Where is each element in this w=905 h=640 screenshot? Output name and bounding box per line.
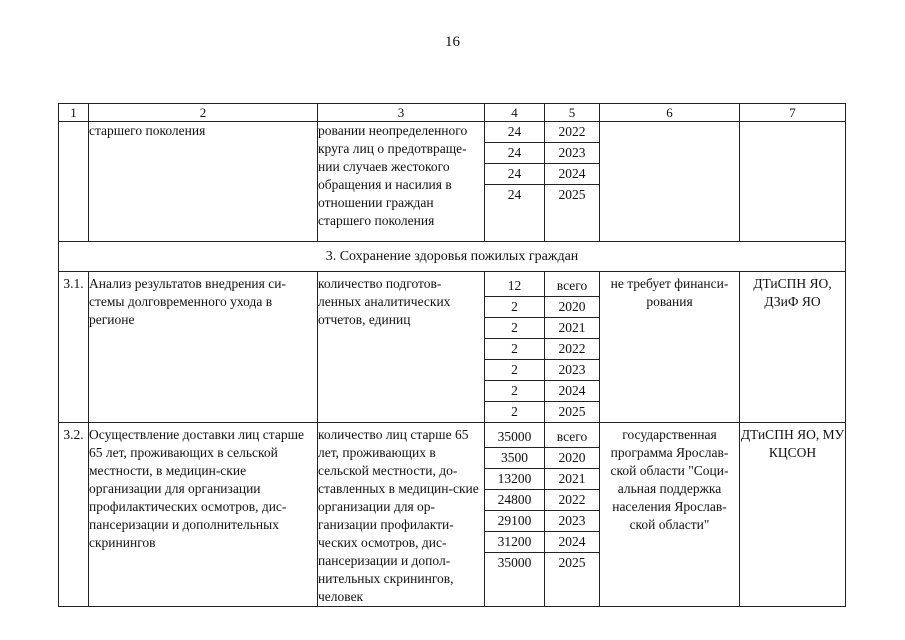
year: 2025 <box>558 187 586 202</box>
value: 13200 <box>485 469 544 490</box>
value: 24 <box>507 187 522 202</box>
value: 12 <box>485 276 544 297</box>
header-cell: 5 <box>545 104 600 122</box>
row-funding: государственная программа Ярослав-ской области "Соци-альная поддержка населения Ярослав-ской области" <box>600 423 740 607</box>
year: 2020 <box>545 448 599 469</box>
row-name: старшего поколения <box>89 122 318 242</box>
row-indicator: количество лиц старше 65 лет, проживающих в сельской местности, до-ставленных в медицин-ские организации для ор-ганизации профилакти-ческих осмотров, дис-пансеризации и допол-нительных скринингов, человек <box>318 423 485 607</box>
header-cell: 3 <box>318 104 485 122</box>
value: 2 <box>485 339 544 360</box>
years-list <box>545 276 599 422</box>
row-executor <box>740 122 846 242</box>
header-cell: 4 <box>485 104 545 122</box>
row-indicator: ровании неопределенного круга лиц о предотвраще-нии случаев жестокого обращения и насилия в отношении граждан старшего поколения <box>318 122 485 242</box>
row-executor: ДТиСПН ЯО, ДЗиФ ЯО <box>740 272 846 423</box>
section-row <box>59 242 846 272</box>
table-row <box>59 423 846 607</box>
row-name: Осуществление доставки лиц старше 65 лет, проживающих в сельской местности, в медицин-ские организации для организации профилактических осмотров, дис-пансеризации и дополнительных скринингов <box>89 423 318 607</box>
values-list <box>485 427 544 573</box>
row-funding <box>600 122 740 242</box>
value: 24800 <box>485 490 544 511</box>
value: 2 <box>511 404 518 419</box>
header-row <box>59 104 846 122</box>
year: 2021 <box>545 318 599 339</box>
value: 24 <box>485 164 544 185</box>
row-number: 3.1. <box>59 272 89 423</box>
years-cell <box>545 272 600 423</box>
table-row <box>59 272 846 423</box>
value: 35000 <box>485 427 544 448</box>
program-table <box>58 103 846 607</box>
years-cell <box>545 122 600 242</box>
year: 2024 <box>545 164 599 185</box>
year: 2024 <box>545 381 599 402</box>
year: 2025 <box>558 555 586 570</box>
table-row <box>59 122 846 242</box>
header-cell: 1 <box>59 104 89 122</box>
year: 2022 <box>545 339 599 360</box>
values-list <box>485 122 544 205</box>
value: 24 <box>485 143 544 164</box>
page-number: 16 <box>445 34 460 50</box>
values-list <box>485 276 544 422</box>
year: всего <box>545 276 599 297</box>
row-number: 3.2. <box>59 423 89 607</box>
value: 31200 <box>485 532 544 553</box>
year: 2023 <box>545 511 599 532</box>
year: 2021 <box>545 469 599 490</box>
header-cell: 7 <box>740 104 846 122</box>
year: 2022 <box>545 490 599 511</box>
header-cell: 6 <box>600 104 740 122</box>
value: 2 <box>485 297 544 318</box>
year: 2023 <box>545 143 599 164</box>
header-cell: 2 <box>89 104 318 122</box>
year: 2020 <box>545 297 599 318</box>
value: 2 <box>485 381 544 402</box>
year: 2023 <box>545 360 599 381</box>
value: 2 <box>485 360 544 381</box>
value: 24 <box>485 122 544 143</box>
years-list <box>545 122 599 205</box>
values-cell <box>485 423 545 607</box>
year: всего <box>545 427 599 448</box>
row-number <box>59 122 89 242</box>
values-cell <box>485 272 545 423</box>
year: 2024 <box>545 532 599 553</box>
row-funding: не требует финанси-рования <box>600 272 740 423</box>
years-cell <box>545 423 600 607</box>
values-cell <box>485 122 545 242</box>
years-list <box>545 427 599 573</box>
row-name: Анализ результатов внедрения си-стемы долговременного ухода в регионе <box>89 272 318 423</box>
row-executor: ДТиСПН ЯО, МУ КЦСОН <box>740 423 846 607</box>
value: 2 <box>485 318 544 339</box>
row-indicator: количество подготов-ленных аналитических отчетов, единиц <box>318 272 485 423</box>
section-title: 3. Сохранение здоровья пожилых граждан <box>59 242 846 272</box>
year: 2022 <box>545 122 599 143</box>
year: 2025 <box>558 404 586 419</box>
value: 3500 <box>485 448 544 469</box>
value: 29100 <box>485 511 544 532</box>
value: 35000 <box>497 555 532 570</box>
